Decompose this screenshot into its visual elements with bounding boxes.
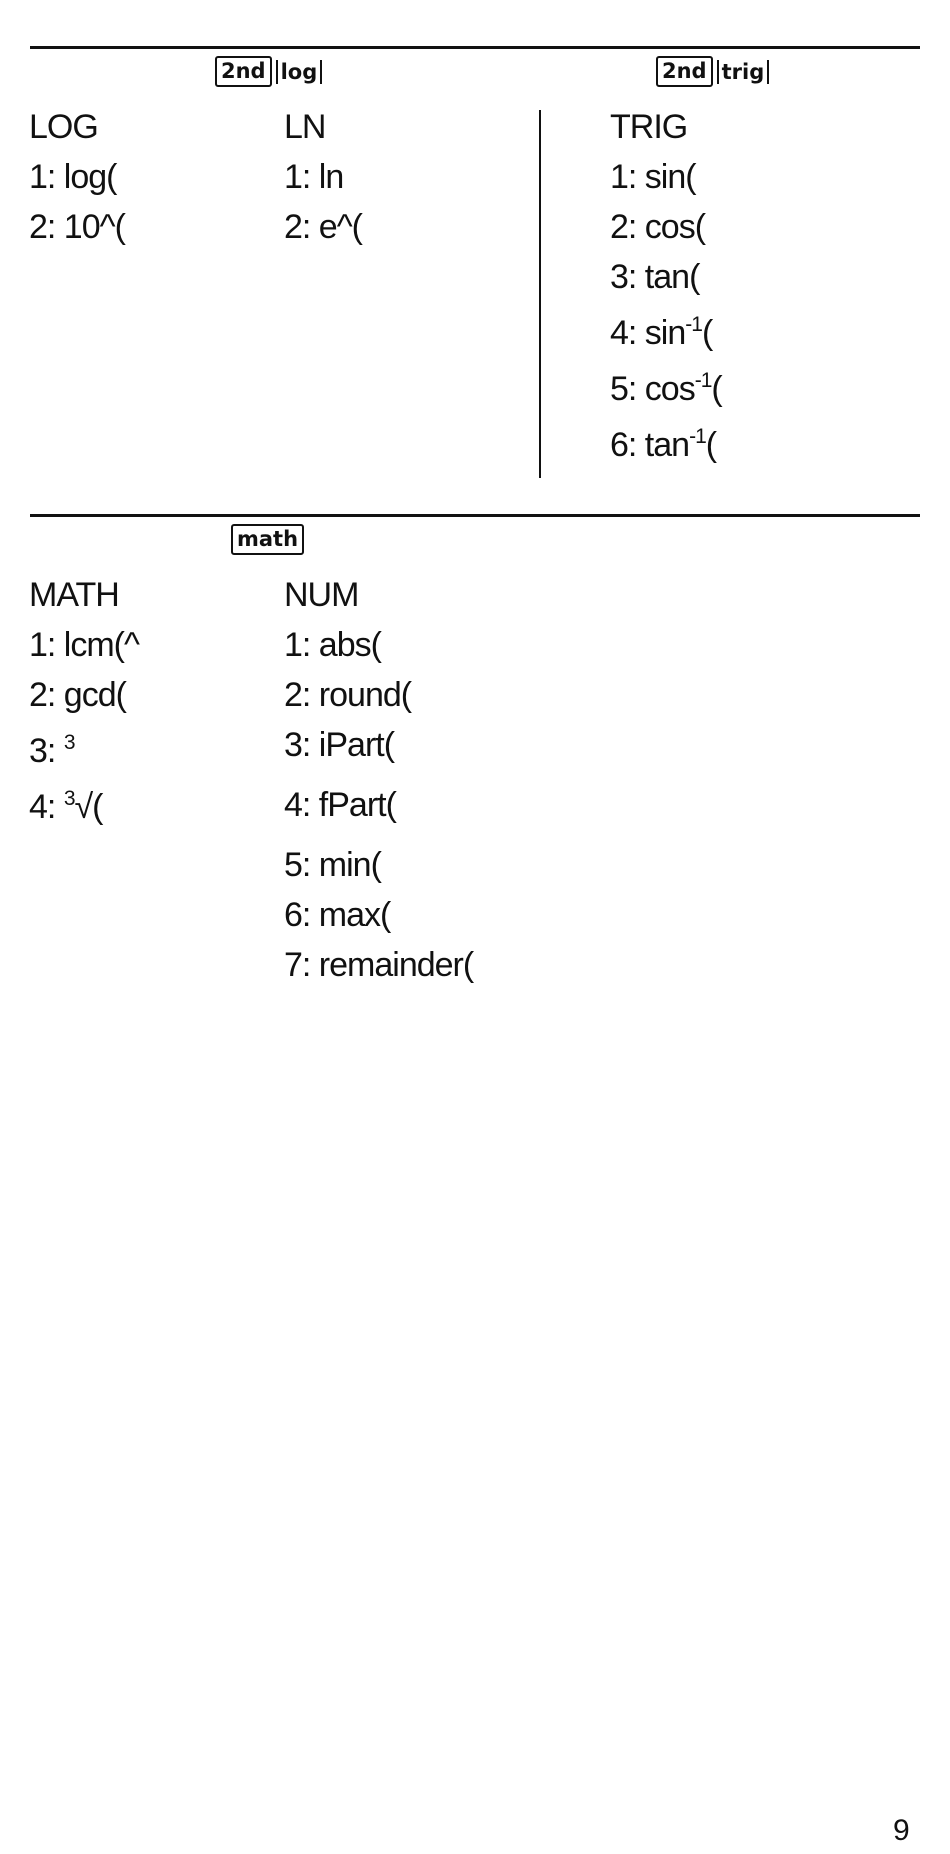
log-key-sequence — [215, 56, 322, 87]
trig-menu-item: 4: $\sin^{-1}$( — [610, 313, 713, 352]
page-number: 9 — [893, 1814, 910, 1847]
num-menu — [284, 570, 473, 990]
log-menu-item: 1: log( — [29, 158, 117, 196]
math-menu-item: 4: $^3$√( — [29, 787, 103, 826]
2nd-key: 2nd — [656, 56, 713, 87]
num-menu-item: 4: fPart( — [284, 786, 396, 824]
num-menu-item: 3: iPart( — [284, 726, 395, 764]
trig-menu-item: 2: cos( — [610, 208, 706, 246]
log-menu — [29, 102, 125, 252]
math-key: math — [231, 524, 304, 555]
ln-menu-item: 2: e^( — [284, 208, 362, 246]
trig-menu-item: 1: sin( — [610, 158, 696, 196]
num-menu-item: 1: abs( — [284, 626, 381, 664]
math-menu — [29, 570, 139, 832]
num-menu-item: 7: remainder( — [284, 946, 474, 984]
math-menu-item: 3: $^3$ — [29, 731, 75, 770]
math-menu-header: MATH — [29, 576, 119, 614]
math-menu-item: 2: gcd( — [29, 676, 126, 714]
math-menu-item: 1: lcm(^ — [29, 626, 139, 664]
ln-menu-item: 1: ln — [284, 158, 344, 196]
ln-menu-header: LN — [284, 108, 326, 146]
middle-rule — [30, 514, 920, 517]
trig-menu-header: TRIG — [610, 108, 688, 146]
trig-menu-item: 6: $\tan^{-1}$( — [610, 425, 717, 464]
trig-menu — [610, 102, 722, 470]
math-key-sequence — [231, 524, 304, 555]
num-menu-item: 5: min( — [284, 846, 381, 884]
log-key: log — [276, 60, 323, 84]
trig-menu-item: 5: $\cos^{-1}$( — [610, 369, 722, 408]
num-menu-header: NUM — [284, 576, 359, 614]
trig-key-sequence — [656, 56, 769, 87]
log-menu-item: 2: 10^( — [29, 208, 125, 246]
num-menu-item: 6: max( — [284, 896, 391, 934]
log-menu-header: LOG — [29, 108, 98, 146]
2nd-key: 2nd — [215, 56, 272, 87]
num-menu-item: 2: round( — [284, 676, 412, 714]
trig-key: trig — [717, 60, 770, 84]
top-rule — [30, 46, 920, 49]
column-divider — [539, 110, 541, 478]
ln-menu — [284, 102, 362, 252]
trig-menu-item: 3: tan( — [610, 258, 700, 296]
